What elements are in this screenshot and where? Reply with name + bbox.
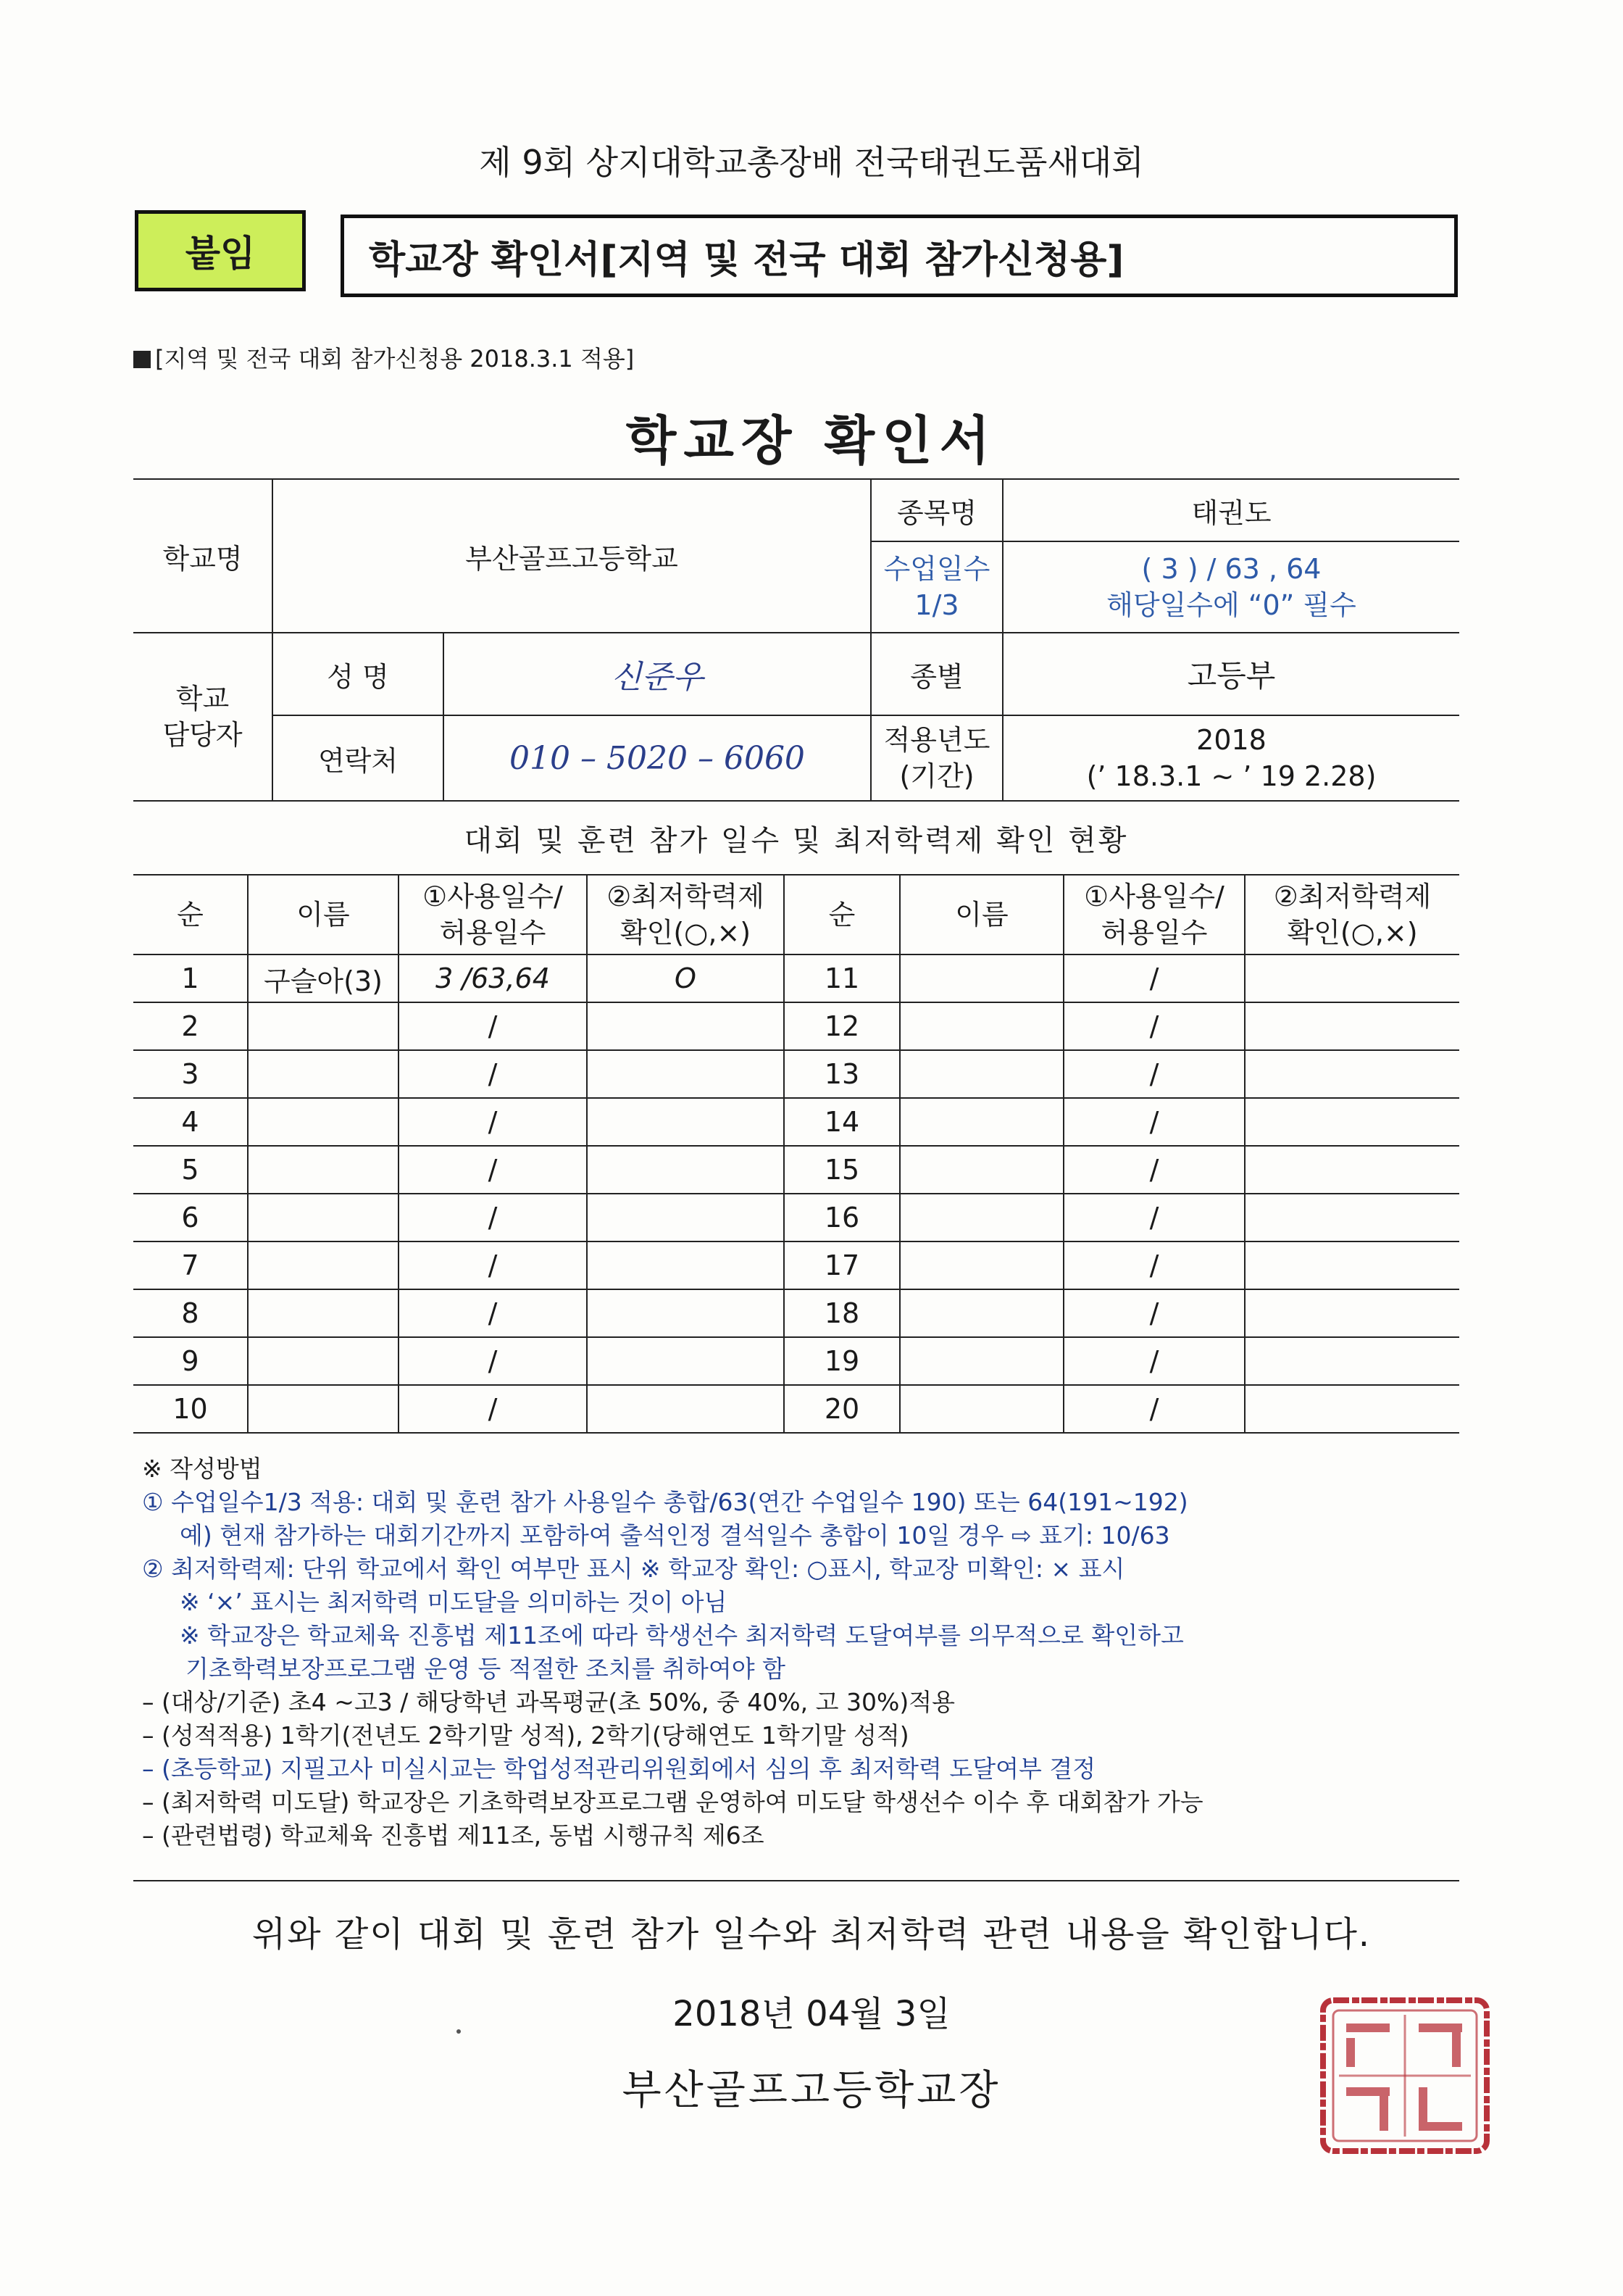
note-2c: ※ 학교장은 학교체육 진흥법 제11조에 따라 학생선수 최저학력 도달여부를 의무적으로 확인하고: [180, 1621, 1184, 1650]
min-academic-check-left: [587, 1241, 784, 1289]
col-name-right: 이름: [900, 875, 1064, 954]
min-academic-check-right: [1245, 1050, 1459, 1098]
sport-value: 태권도: [1003, 479, 1459, 541]
bottom-divider: [133, 1880, 1459, 1881]
note-2d: 기초학력보장프로그램 운영 등 적절한 조치를 취하여야 함: [185, 1655, 786, 1683]
athlete-name-right: [900, 1002, 1064, 1050]
athlete-name-left: [248, 1241, 399, 1289]
col-days-right-l2: 허용일수: [1101, 917, 1208, 949]
school-name-value: 부산골프고등학교: [272, 479, 871, 633]
table-row: [133, 1194, 1459, 1241]
athlete-name-right: [900, 1098, 1064, 1146]
athlete-name-left: [248, 1385, 399, 1433]
person-name-handwritten: 신준우: [443, 633, 871, 715]
row-number-right: 18: [784, 1289, 900, 1337]
col-check-left: [587, 875, 784, 954]
min-academic-check-right: [1245, 1194, 1459, 1241]
year-value-year: 2018: [1196, 724, 1267, 756]
col-days-left: [399, 875, 587, 954]
min-academic-check-right: [1245, 1146, 1459, 1194]
detail-3: – (초등학교) 지필고사 미실시교는 학업성적관리위원회에서 심의 후 최저학력 도달여부 결정: [142, 1755, 1096, 1783]
phone-handwritten: 010 – 5020 – 6060: [443, 715, 871, 801]
row-number-right: 14: [784, 1098, 900, 1146]
row-number-left: 5: [133, 1146, 248, 1194]
row-number-right: 15: [784, 1146, 900, 1194]
contact-label-line2: 담당자: [162, 719, 243, 751]
row-number-left: 1: [133, 954, 248, 1002]
used-days-left: /: [399, 1289, 587, 1337]
used-days-left: /: [399, 1098, 587, 1146]
table-row: [133, 954, 1459, 1002]
col-no-right: 순: [784, 875, 900, 954]
min-academic-check-left: O: [587, 954, 784, 1002]
col-check-left-l1: ②최저학력제: [606, 881, 764, 912]
instructions: [142, 1452, 1468, 1852]
col-days-right-l1: ①사용일수/: [1084, 881, 1224, 912]
section-heading: 대회 및 훈련 참가 일수 및 최저학력제 확인 현황: [464, 824, 1129, 857]
row-number-right: 19: [784, 1337, 900, 1385]
athlete-name-right: [900, 1385, 1064, 1433]
row-number-right: 12: [784, 1002, 900, 1050]
used-days-left: /: [399, 1385, 587, 1433]
col-days-left-l1: ①사용일수/: [422, 881, 563, 912]
athlete-name-right: [900, 1050, 1064, 1098]
athlete-name-right: [900, 1289, 1064, 1337]
detail-5: – (관련법령) 학교체육 진흥법 제11조, 동법 시행규칙 제6조: [142, 1821, 764, 1850]
used-days-right: /: [1064, 1050, 1245, 1098]
athlete-name-left: [248, 1050, 399, 1098]
athlete-name-left: 구슬아(3): [248, 954, 399, 1002]
col-days-right: [1064, 875, 1245, 954]
attachment-badge: 붙임: [135, 210, 306, 291]
min-academic-check-left: [587, 1194, 784, 1241]
athlete-name-left: [248, 1002, 399, 1050]
school-info-table: [133, 478, 1459, 802]
athlete-name-left: [248, 1289, 399, 1337]
table-row: [133, 1098, 1459, 1146]
detail-4: – (최저학력 미도달) 학교장은 기초학력보장프로그램 운영하여 미도달 학생선수 이수 후 대회참가 가능: [142, 1788, 1203, 1816]
athlete-name-right: [900, 1194, 1064, 1241]
col-no-left: 순: [133, 875, 248, 954]
phone-label: 연락처: [272, 715, 443, 801]
used-days-left: /: [399, 1337, 587, 1385]
col-check-right: [1245, 875, 1459, 954]
year-value-period: (’ 18.3.1 ~ ’ 19 2.28): [1086, 760, 1377, 792]
row-number-right: 11: [784, 954, 900, 1002]
class-days-fraction: ( 3 ) / 63 , 64: [1141, 553, 1322, 585]
min-academic-check-right: [1245, 1098, 1459, 1146]
participation-rows: [133, 954, 1459, 1433]
athlete-name-left: [248, 1194, 399, 1241]
min-academic-check-left: [587, 1002, 784, 1050]
used-days-left: /: [399, 1241, 587, 1289]
year-value: [1003, 715, 1459, 801]
row-number-left: 6: [133, 1194, 248, 1241]
col-check-right-l2: 확인(○,×): [1287, 917, 1418, 949]
min-academic-check-left: [587, 1098, 784, 1146]
min-academic-check-left: [587, 1337, 784, 1385]
table-row: [133, 1241, 1459, 1289]
applicability-note: [133, 341, 634, 374]
event-title: 제 9회 상지대학교총장배 전국태권도품새대회: [479, 143, 1144, 182]
used-days-left: /: [399, 1146, 587, 1194]
issue-date: 2018년 04월 3일: [672, 1994, 951, 2034]
used-days-right: /: [1064, 1241, 1245, 1289]
class-days-note: 해당일수에 “0” 필수: [1106, 589, 1356, 621]
athlete-name-right: [900, 1146, 1064, 1194]
form-title: [341, 215, 1458, 297]
row-number-left: 9: [133, 1337, 248, 1385]
note-2a: ② 최저학력제: 단위 학교에서 확인 여부만 표시 ※ 학교장 확인: ○표시, 학교장 미확인: × 표시: [142, 1555, 1125, 1583]
table-row: [133, 1385, 1459, 1433]
used-days-left: 3 /63,64: [399, 954, 587, 1002]
row-number-left: 4: [133, 1098, 248, 1146]
used-days-right: /: [1064, 1289, 1245, 1337]
athlete-name-right: [900, 1337, 1064, 1385]
row-number-left: 10: [133, 1385, 248, 1433]
row-number-left: 3: [133, 1050, 248, 1098]
year-label: [871, 715, 1003, 801]
min-academic-check-right: [1245, 1289, 1459, 1337]
school-name-label: 학교명: [133, 479, 272, 633]
used-days-right: /: [1064, 1002, 1245, 1050]
table-row: [133, 1146, 1459, 1194]
square-bullet-icon: [133, 351, 151, 368]
row-number-right: 17: [784, 1241, 900, 1289]
used-days-right: /: [1064, 1098, 1245, 1146]
principal-signature-line: 부산골프고등학교장: [622, 2067, 1001, 2114]
athlete-name-left: [248, 1146, 399, 1194]
used-days-right: /: [1064, 1337, 1245, 1385]
class-days-label-line2: 1/3: [914, 589, 959, 621]
person-name-label: 성 명: [272, 633, 443, 715]
row-number-right: 13: [784, 1050, 900, 1098]
min-academic-check-left: [587, 1146, 784, 1194]
min-academic-check-right: [1245, 1337, 1459, 1385]
min-academic-check-right: [1245, 1002, 1459, 1050]
col-name-left: 이름: [248, 875, 399, 954]
used-days-right: /: [1064, 1194, 1245, 1241]
detail-1: – (대상/기준) 초4 ~고3 / 해당학년 과목평균(초 50%, 중 40%, 고 30%)적용: [142, 1688, 955, 1716]
contact-label-line1: 학교: [175, 683, 230, 715]
class-days-label: [871, 541, 1003, 633]
used-days-left: /: [399, 1002, 587, 1050]
athlete-name-left: [248, 1098, 399, 1146]
year-label-line1: 적용년도: [883, 724, 990, 756]
used-days-right: /: [1064, 954, 1245, 1002]
used-days-right: /: [1064, 1385, 1245, 1433]
division-value: 고등부: [1003, 633, 1459, 715]
table-row: [133, 1289, 1459, 1337]
athlete-name-right: [900, 954, 1064, 1002]
used-days-left: /: [399, 1194, 587, 1241]
row-number-right: 20: [784, 1385, 900, 1433]
row-number-left: 2: [133, 1002, 248, 1050]
athlete-name-left: [248, 1337, 399, 1385]
row-number-left: 8: [133, 1289, 248, 1337]
min-academic-check-right: [1245, 1385, 1459, 1433]
official-seal-stamp: [1317, 1995, 1493, 2157]
note-2b: ※ ‘×’ 표시는 최저학력 미도달을 의미하는 것이 아님: [180, 1588, 727, 1616]
year-label-line2: (기간): [899, 760, 975, 792]
min-academic-check-right: [1245, 954, 1459, 1002]
document-title: 학교장 확인서: [625, 410, 998, 471]
row-number-left: 7: [133, 1241, 248, 1289]
min-academic-check-left: [587, 1050, 784, 1098]
class-days-label-line1: 수업일수: [883, 553, 990, 585]
min-academic-check-right: [1245, 1241, 1459, 1289]
note-1b: 예) 현재 참가하는 대회기간까지 포함하여 출석인정 결석일수 총합이 10일 경우 ⇨ 표기: 10/63: [180, 1521, 1170, 1550]
used-days-right: /: [1064, 1146, 1245, 1194]
applicability-text: [지역 및 전국 대회 참가신청용 2018.3.1 적용]: [155, 345, 635, 373]
min-academic-check-left: [587, 1385, 784, 1433]
contact-person-label: [133, 633, 272, 801]
used-days-left: /: [399, 1050, 587, 1098]
detail-2: – (성적적용) 1학기(전년도 2학기말 성적), 2학기(당해연도 1학기말 성적): [142, 1721, 909, 1750]
min-academic-check-left: [587, 1289, 784, 1337]
instructions-heading: ※ 작성방법: [142, 1455, 262, 1483]
athlete-name-right: [900, 1241, 1064, 1289]
class-days-value: [1003, 541, 1459, 633]
scan-speck: [456, 2029, 461, 2034]
participation-table: [133, 874, 1459, 1434]
division-label: 종별: [871, 633, 1003, 715]
row-number-right: 16: [784, 1194, 900, 1241]
table-row: [133, 1002, 1459, 1050]
confirmation-statement: 위와 같이 대회 및 훈련 참가 일수와 최저학력 관련 내용을 확인합니다.: [251, 1914, 1372, 1955]
col-check-right-l1: ②최저학력제: [1273, 881, 1432, 912]
table-row: [133, 1337, 1459, 1385]
table-row: [133, 1050, 1459, 1098]
col-check-left-l2: 확인(○,×): [619, 917, 751, 949]
col-days-left-l2: 허용일수: [439, 917, 546, 949]
sport-label: 종목명: [871, 479, 1003, 541]
form-title-text: 학교장 확인서[지역 및 전국 대회 참가신청용]: [369, 238, 1125, 282]
note-1a: ① 수업일수1/3 적용: 대회 및 훈련 참가 사용일수 총합/63(연간 수업일수 190) 또는 64(191~192): [142, 1488, 1188, 1516]
